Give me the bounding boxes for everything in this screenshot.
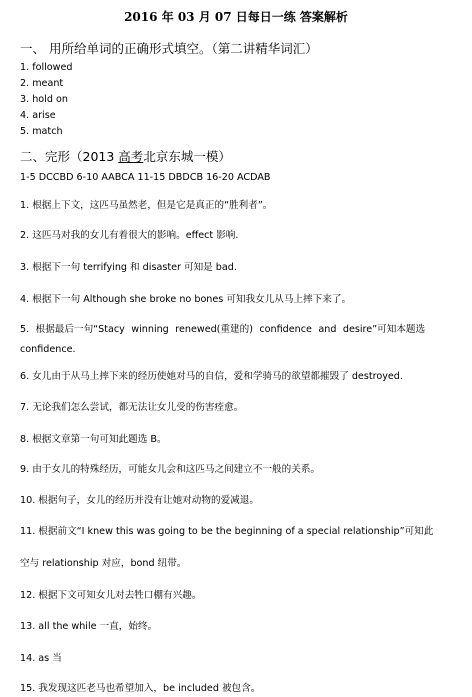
explanation-1: 1. 根据上下文，这匹马虽然老，但是它是真正的“胜利者”。 (20, 200, 273, 211)
section-2-heading (20, 147, 231, 165)
explanation-9: 9. 由于女儿的特殊经历，可能女儿会和这匹马之间建立不一般的关系。 (20, 464, 321, 475)
section-2-heading-suffix: 北京东城一模） (143, 149, 231, 164)
explanation-7: 7. 无论我们怎么尝试，都无法让女儿受的伤害痊愈。 (20, 402, 244, 413)
page-title: 2016 年 03 月 07 日每日一练 答案解析 (124, 10, 348, 24)
explanation-14: 14. as 当 (20, 653, 62, 664)
explanation-10: 10. 根据句子，女儿的经历并没有让她对动物的爱减退。 (20, 495, 259, 506)
explanation-4: 4. 根据下一句 Although she broke no bones 可知我女儿从马上摔下来了。 (20, 294, 352, 305)
vocab-answer-2: 2. meant (20, 78, 64, 89)
vocab-answer-4: 4. arise (20, 110, 56, 121)
explanation-15: 15. 我发现这匹老马也希望加入，be included 被包含。 (20, 683, 261, 694)
section-2-heading-underlined: 高考 (118, 149, 144, 164)
explanation-3: 3. 根据下一句 terrifying 和 disaster 可知是 bad. (20, 262, 237, 273)
explanation-5-continued: confidence. (20, 344, 76, 355)
explanation-2: 2. 这匹马对我的女儿有着很大的影响。effect 影响. (20, 230, 239, 241)
section-2-heading-prefix: 二、完形（2013 (20, 149, 119, 164)
explanation-6: 6. 女儿由于从马上摔下来的经历使她对马的自信，爱和学骑马的欲望都摧毁了 destroyed. (20, 371, 403, 382)
cloze-answer-key: 1-5 DCCBD 6-10 AABCA 11-15 DBDCB 16-20 ACDAB (20, 172, 271, 183)
explanation-11-continued: 空与 relationship 对应，bond 纽带。 (20, 558, 187, 569)
vocab-answer-1: 1. followed (20, 62, 73, 73)
vocab-answer-3: 3. hold on (20, 94, 68, 105)
explanation-5: 5. 根据最后一句“Stacy winning renewed(重建的) confidence and desire”可知本题选 (20, 324, 426, 335)
explanation-12: 12. 根据下文可知女儿对去牲口棚有兴趣。 (20, 590, 202, 601)
explanation-11: 11. 根据前文“I knew this was going to be the beginning of a special relationship”可知此 (20, 526, 434, 537)
section-1-heading: 一、 用所给单词的正确形式填空。（第二讲精华词汇） (20, 41, 318, 56)
explanation-8: 8. 根据文章第一句可知此题选 B。 (20, 434, 167, 445)
explanation-13: 13. all the while 一直，始终。 (20, 621, 158, 632)
vocab-answer-5: 5. match (20, 126, 63, 137)
